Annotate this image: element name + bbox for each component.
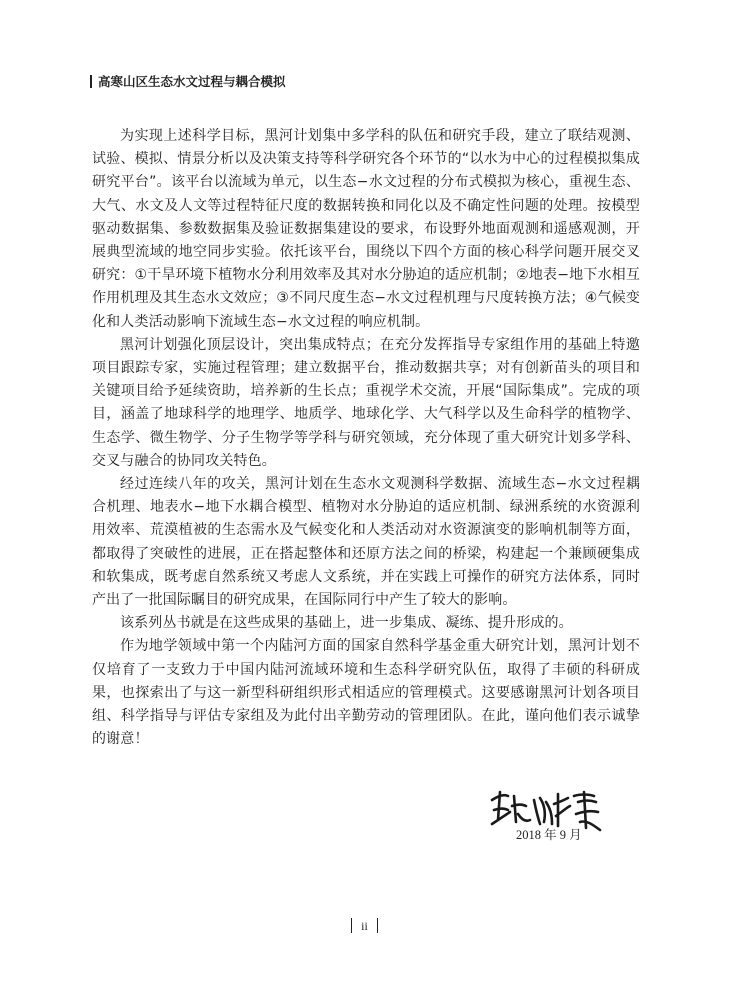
page-footer [0,918,729,934]
running-head-bar [90,75,92,88]
running-head-title: 高寒山区生态水文过程与耦合模拟 [98,74,286,89]
page-number: ii [361,919,368,933]
folio-left-rule [351,918,353,933]
folio-right-rule [377,918,379,933]
paragraph-5: 作为地学领域中第一个内陆河方面的国家自然科学基金重大研究计划，黑河计划不仅培育了一支致力于中国内陆河流域环境和生态科学研究队伍，取得了丰硕的科研成果，也探索出了与这一新型科研组织形式相适应的管理模式。这要感谢黑河计划各项目组、科学指导与评估专家组及为此付出辛勤劳动的管理团队。在此，谨向他们表示诚挚的谢意！ [92,638,640,748]
paragraph-4: 该系列丛书就是在这些成果的基础上，进一步集成、凝练、提升形成的。 [120,615,573,632]
date: 2018 年 9 月 [516,828,582,842]
paragraph-1: 为实现上述科学目标，黑河计划集中多学科的队伍和研究手段，建立了联结观测、试验、模拟、情景分析以及决策支持等科学研究各个环节的“以水为中心的过程模拟集成研究平台”。该平台以流域为单元，以生态−水文过程的分布式模拟为核心，重视生态、大气、水文及人文等过程特征尺度的数据转换和同化以及不确定性问题的处理。按模型驱动数据集、参数数据集及验证数据集建设的要求，布设野外地面观测和遥感观测，开展典型流域的地空同步实验。依托该平台，围绕以下四个方面的核心科学问题开展交叉研究：①干旱环境下植物水分利用效率及其对水分胁迫的适应机制；②地表−地下水相互作用机理及其生态水文效应；③不同尺度生态−水文过程机理与尺度转换方法；④气候变化和人类活动影响下流域生态−水文过程的响应机制。 [92,128,640,330]
body-text [92,125,640,751]
paragraph-2: 黑河计划强化顶层设计，突出集成特点；在充分发挥指导专家组作用的基础上特邀项目跟踪专家，实施过程管理；建立数据平台，推动数据共享；对有创新苗头的项目和关键项目给予延续资助，培养新的生长点；重视学术交流，开展“国际集成”。完成的项目，涵盖了地球科学的地理学、地质学、地球化学、大气科学以及生命科学的植物学、生态学、微生物学、分子生物学等学科与研究领域，充分体现了重大研究计划多学科、交叉与融合的协同攻关特色。 [92,336,640,469]
paragraph-3: 经过连续八年的攻关，黑河计划在生态水文观测科学数据、流域生态−水文过程耦合机理、地表水−地下水耦合模型、植物对水分胁迫的适应机制、绿洲系统的水资源利用效率、荒漠植被的生态需水及气候变化和人类活动对水资源演变的影响机制等方面，都取得了突破性的进展，正在搭起整体和还原方法之间的桥梁，构建起一个兼顾硬集成和软集成，既考虑自然系统又考虑人文系统，并在实践上可操作的研究方法体系，同时产出了一批国际瞩目的研究成果，在国际同行中产生了较大的影响。 [92,476,640,609]
running-head [90,72,286,90]
